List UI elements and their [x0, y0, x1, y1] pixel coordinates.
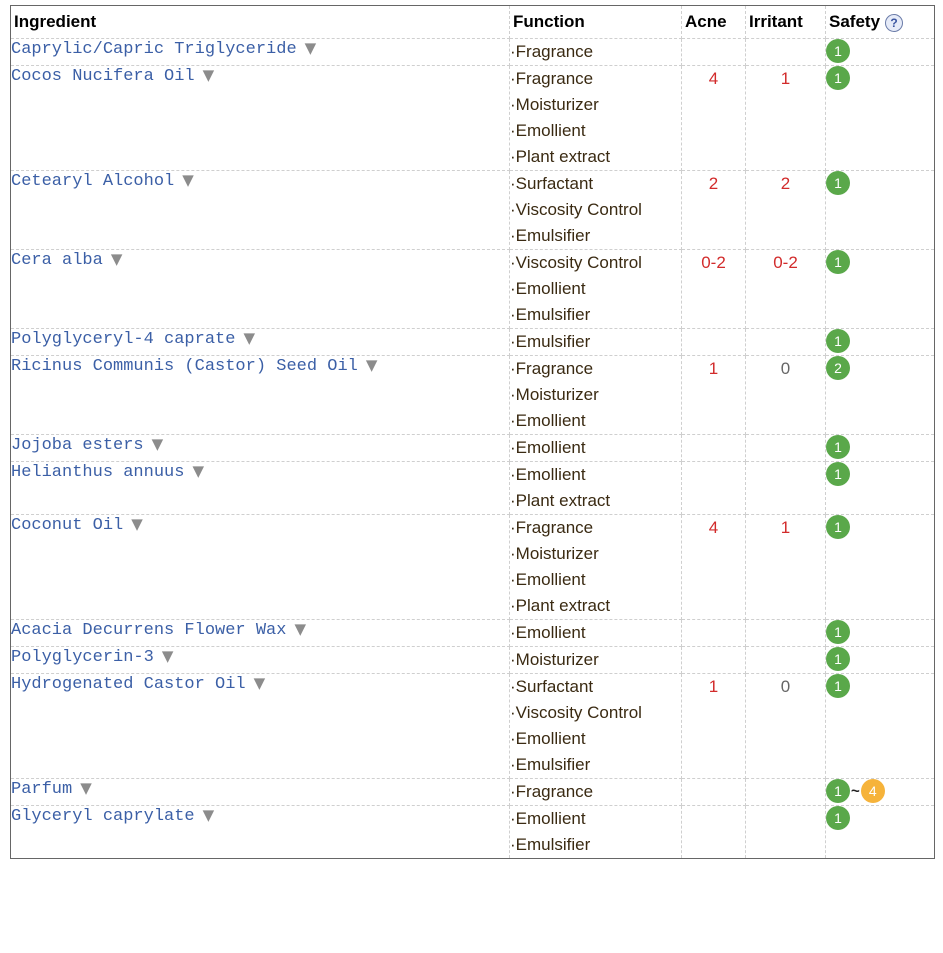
ingredient-name-link[interactable]: Cocos Nucifera Oil — [11, 67, 195, 86]
function-item: ·Viscosity Control — [510, 703, 642, 722]
safety-badge: 1 — [826, 329, 850, 353]
ingredient-cell — [11, 66, 510, 171]
acne-rating — [682, 806, 746, 859]
ingredient-cell — [11, 674, 510, 779]
irritant-rating — [746, 39, 826, 66]
safety-cell — [826, 435, 935, 462]
table-row — [11, 39, 935, 66]
safety-cell — [826, 462, 935, 515]
irritant-rating: 1 — [746, 66, 826, 171]
ingredients-table — [10, 5, 935, 859]
function-item: ·Fragrance — [510, 42, 594, 61]
irritant-rating — [746, 435, 826, 462]
ingredient-cell — [11, 806, 510, 859]
ingredient-cell — [11, 329, 510, 356]
safety-cell — [826, 66, 935, 171]
table-row — [11, 647, 935, 674]
function-cell — [510, 779, 682, 806]
function-cell — [510, 620, 682, 647]
safety-cell — [826, 647, 935, 674]
safety-cell — [826, 620, 935, 647]
expand-arrow-icon[interactable]: ▼ — [365, 356, 378, 374]
acne-rating — [682, 462, 746, 515]
table-row — [11, 462, 935, 515]
function-item: ·Fragrance — [510, 518, 594, 537]
safety-badge: 4 — [861, 779, 885, 803]
expand-arrow-icon[interactable]: ▼ — [161, 647, 174, 665]
function-cell — [510, 515, 682, 620]
ingredient-name-link[interactable]: Caprylic/Capric Triglyceride — [11, 40, 297, 59]
expand-arrow-icon[interactable]: ▼ — [253, 674, 266, 692]
function-item: ·Emulsifier — [510, 305, 591, 324]
expand-arrow-icon[interactable]: ▼ — [80, 779, 92, 797]
function-item: ·Moisturizer — [510, 650, 599, 669]
irritant-rating: 2 — [746, 171, 826, 250]
function-item: ·Emollient — [510, 570, 586, 589]
acne-rating: 2 — [682, 171, 746, 250]
ingredient-cell — [11, 620, 510, 647]
function-item: ·Emollient — [510, 729, 586, 748]
acne-rating — [682, 39, 746, 66]
acne-rating: 1 — [682, 674, 746, 779]
ingredient-cell — [11, 39, 510, 66]
function-item: ·Emollient — [510, 279, 586, 298]
safety-cell — [826, 171, 935, 250]
header-safety-label: Safety — [829, 12, 881, 31]
irritant-rating — [746, 329, 826, 356]
table-row — [11, 674, 935, 779]
table-row — [11, 329, 935, 356]
ingredient-name-link[interactable]: Parfum — [11, 780, 73, 799]
table-row — [11, 806, 935, 859]
function-item: ·Emulsifier — [510, 755, 591, 774]
safety-badge: 1 — [826, 620, 850, 644]
table-row — [11, 435, 935, 462]
table-row — [11, 250, 935, 329]
irritant-rating — [746, 779, 826, 806]
function-item: ·Surfactant — [510, 174, 594, 193]
safety-cell — [826, 779, 935, 806]
ingredient-cell — [11, 779, 510, 806]
function-item: ·Emollient — [510, 121, 586, 140]
safety-badge: 1 — [826, 435, 850, 459]
expand-arrow-icon[interactable]: ▼ — [151, 435, 164, 453]
irritant-rating — [746, 462, 826, 515]
function-item: ·Emulsifier — [510, 226, 591, 245]
table-row — [11, 779, 935, 806]
function-item: ·Emulsifier — [510, 332, 591, 351]
table-row — [11, 171, 935, 250]
function-item: ·Surfactant — [510, 677, 594, 696]
function-cell — [510, 462, 682, 515]
ingredient-name-link[interactable]: Jojoba esters — [11, 436, 144, 455]
safety-range-separator: ~ — [851, 782, 860, 800]
help-icon[interactable]: ? — [885, 14, 903, 32]
function-cell — [510, 356, 682, 435]
safety-badge: 1 — [826, 462, 850, 486]
function-item: ·Emollient — [510, 411, 586, 430]
ingredient-cell — [11, 462, 510, 515]
safety-badge: 1 — [826, 250, 850, 274]
function-cell — [510, 171, 682, 250]
table-header-row — [11, 6, 935, 39]
function-item: ·Fragrance — [510, 69, 594, 88]
function-cell — [510, 674, 682, 779]
safety-badge: 2 — [826, 356, 850, 380]
expand-arrow-icon[interactable]: ▼ — [192, 462, 204, 480]
safety-badge: 1 — [826, 674, 850, 698]
acne-rating: 4 — [682, 66, 746, 171]
function-item: ·Emollient — [510, 809, 586, 828]
irritant-rating: 0-2 — [746, 250, 826, 329]
expand-arrow-icon[interactable]: ▼ — [202, 806, 215, 824]
function-item: ·Moisturizer — [510, 385, 599, 404]
expand-arrow-icon[interactable]: ▼ — [131, 515, 143, 533]
function-item: ·Fragrance — [510, 782, 594, 801]
ingredient-cell — [11, 435, 510, 462]
expand-arrow-icon[interactable]: ▼ — [243, 329, 255, 347]
acne-rating — [682, 779, 746, 806]
function-cell — [510, 66, 682, 171]
ingredient-name-link[interactable]: Coconut Oil — [11, 516, 124, 535]
function-cell — [510, 806, 682, 859]
function-item: ·Emulsifier — [510, 835, 591, 854]
ingredient-cell — [11, 515, 510, 620]
header-safety — [826, 6, 935, 39]
function-item: ·Plant extract — [510, 596, 611, 615]
safety-cell — [826, 39, 935, 66]
safety-cell — [826, 515, 935, 620]
safety-badge: 1 — [826, 66, 850, 90]
function-item: ·Moisturizer — [510, 544, 599, 563]
header-irritant: Irritant — [746, 6, 826, 39]
ingredient-name-link[interactable]: Helianthus annuus — [11, 463, 185, 482]
acne-rating — [682, 647, 746, 674]
function-item: ·Moisturizer — [510, 95, 599, 114]
expand-arrow-icon[interactable]: ▼ — [294, 620, 306, 638]
ingredient-name-link[interactable]: Glyceryl caprylate — [11, 807, 195, 826]
safety-badge: 1 — [826, 515, 850, 539]
function-cell — [510, 329, 682, 356]
expand-arrow-icon[interactable]: ▼ — [182, 171, 194, 189]
irritant-rating — [746, 806, 826, 859]
table-row — [11, 620, 935, 647]
ingredient-name-link[interactable]: Acacia Decurrens Flower Wax — [11, 621, 287, 640]
irritant-rating: 0 — [746, 674, 826, 779]
header-acne: Acne — [682, 6, 746, 39]
acne-rating: 0-2 — [682, 250, 746, 329]
expand-arrow-icon[interactable]: ▼ — [110, 250, 123, 268]
safety-cell — [826, 674, 935, 779]
acne-rating — [682, 435, 746, 462]
ingredient-cell — [11, 356, 510, 435]
ingredient-cell — [11, 647, 510, 674]
ingredient-name-link[interactable]: Ricinus Communis (Castor) Seed Oil — [11, 357, 358, 376]
ingredient-cell — [11, 171, 510, 250]
function-item: ·Emollient — [510, 465, 586, 484]
ingredient-name-link[interactable]: Cetearyl Alcohol — [11, 172, 175, 191]
function-cell — [510, 435, 682, 462]
ingredient-name-link[interactable]: Hydrogenated Castor Oil — [11, 675, 246, 694]
ingredient-name-link[interactable]: Polyglyceryl-4 caprate — [11, 330, 236, 349]
header-function: Function — [510, 6, 682, 39]
irritant-rating: 1 — [746, 515, 826, 620]
function-cell — [510, 250, 682, 329]
safety-cell — [826, 806, 935, 859]
safety-badge: 1 — [826, 806, 850, 830]
acne-rating: 1 — [682, 356, 746, 435]
safety-badge: 1 — [826, 171, 850, 195]
safety-badge: 1 — [826, 647, 850, 671]
function-item: ·Emollient — [510, 623, 586, 642]
ingredient-name-link[interactable]: Cera alba — [11, 251, 103, 270]
acne-rating — [682, 620, 746, 647]
safety-cell — [826, 329, 935, 356]
function-cell — [510, 647, 682, 674]
function-item: ·Emollient — [510, 438, 586, 457]
function-item: ·Viscosity Control — [510, 200, 642, 219]
expand-arrow-icon[interactable]: ▼ — [202, 66, 215, 84]
acne-rating — [682, 329, 746, 356]
ingredient-name-link[interactable]: Polyglycerin-3 — [11, 648, 154, 667]
function-item: ·Viscosity Control — [510, 253, 642, 272]
safety-cell — [826, 250, 935, 329]
ingredient-cell — [11, 250, 510, 329]
function-item: ·Fragrance — [510, 359, 594, 378]
function-item: ·Plant extract — [510, 147, 611, 166]
table-row — [11, 515, 935, 620]
safety-badge: 1 — [826, 779, 850, 803]
table-row — [11, 66, 935, 171]
function-cell — [510, 39, 682, 66]
function-item: ·Plant extract — [510, 491, 611, 510]
safety-badge: 1 — [826, 39, 850, 63]
safety-cell — [826, 356, 935, 435]
irritant-rating: 0 — [746, 356, 826, 435]
acne-rating: 4 — [682, 515, 746, 620]
expand-arrow-icon[interactable]: ▼ — [304, 39, 317, 57]
irritant-rating — [746, 620, 826, 647]
irritant-rating — [746, 647, 826, 674]
header-ingredient: Ingredient — [11, 6, 510, 39]
table-row — [11, 356, 935, 435]
